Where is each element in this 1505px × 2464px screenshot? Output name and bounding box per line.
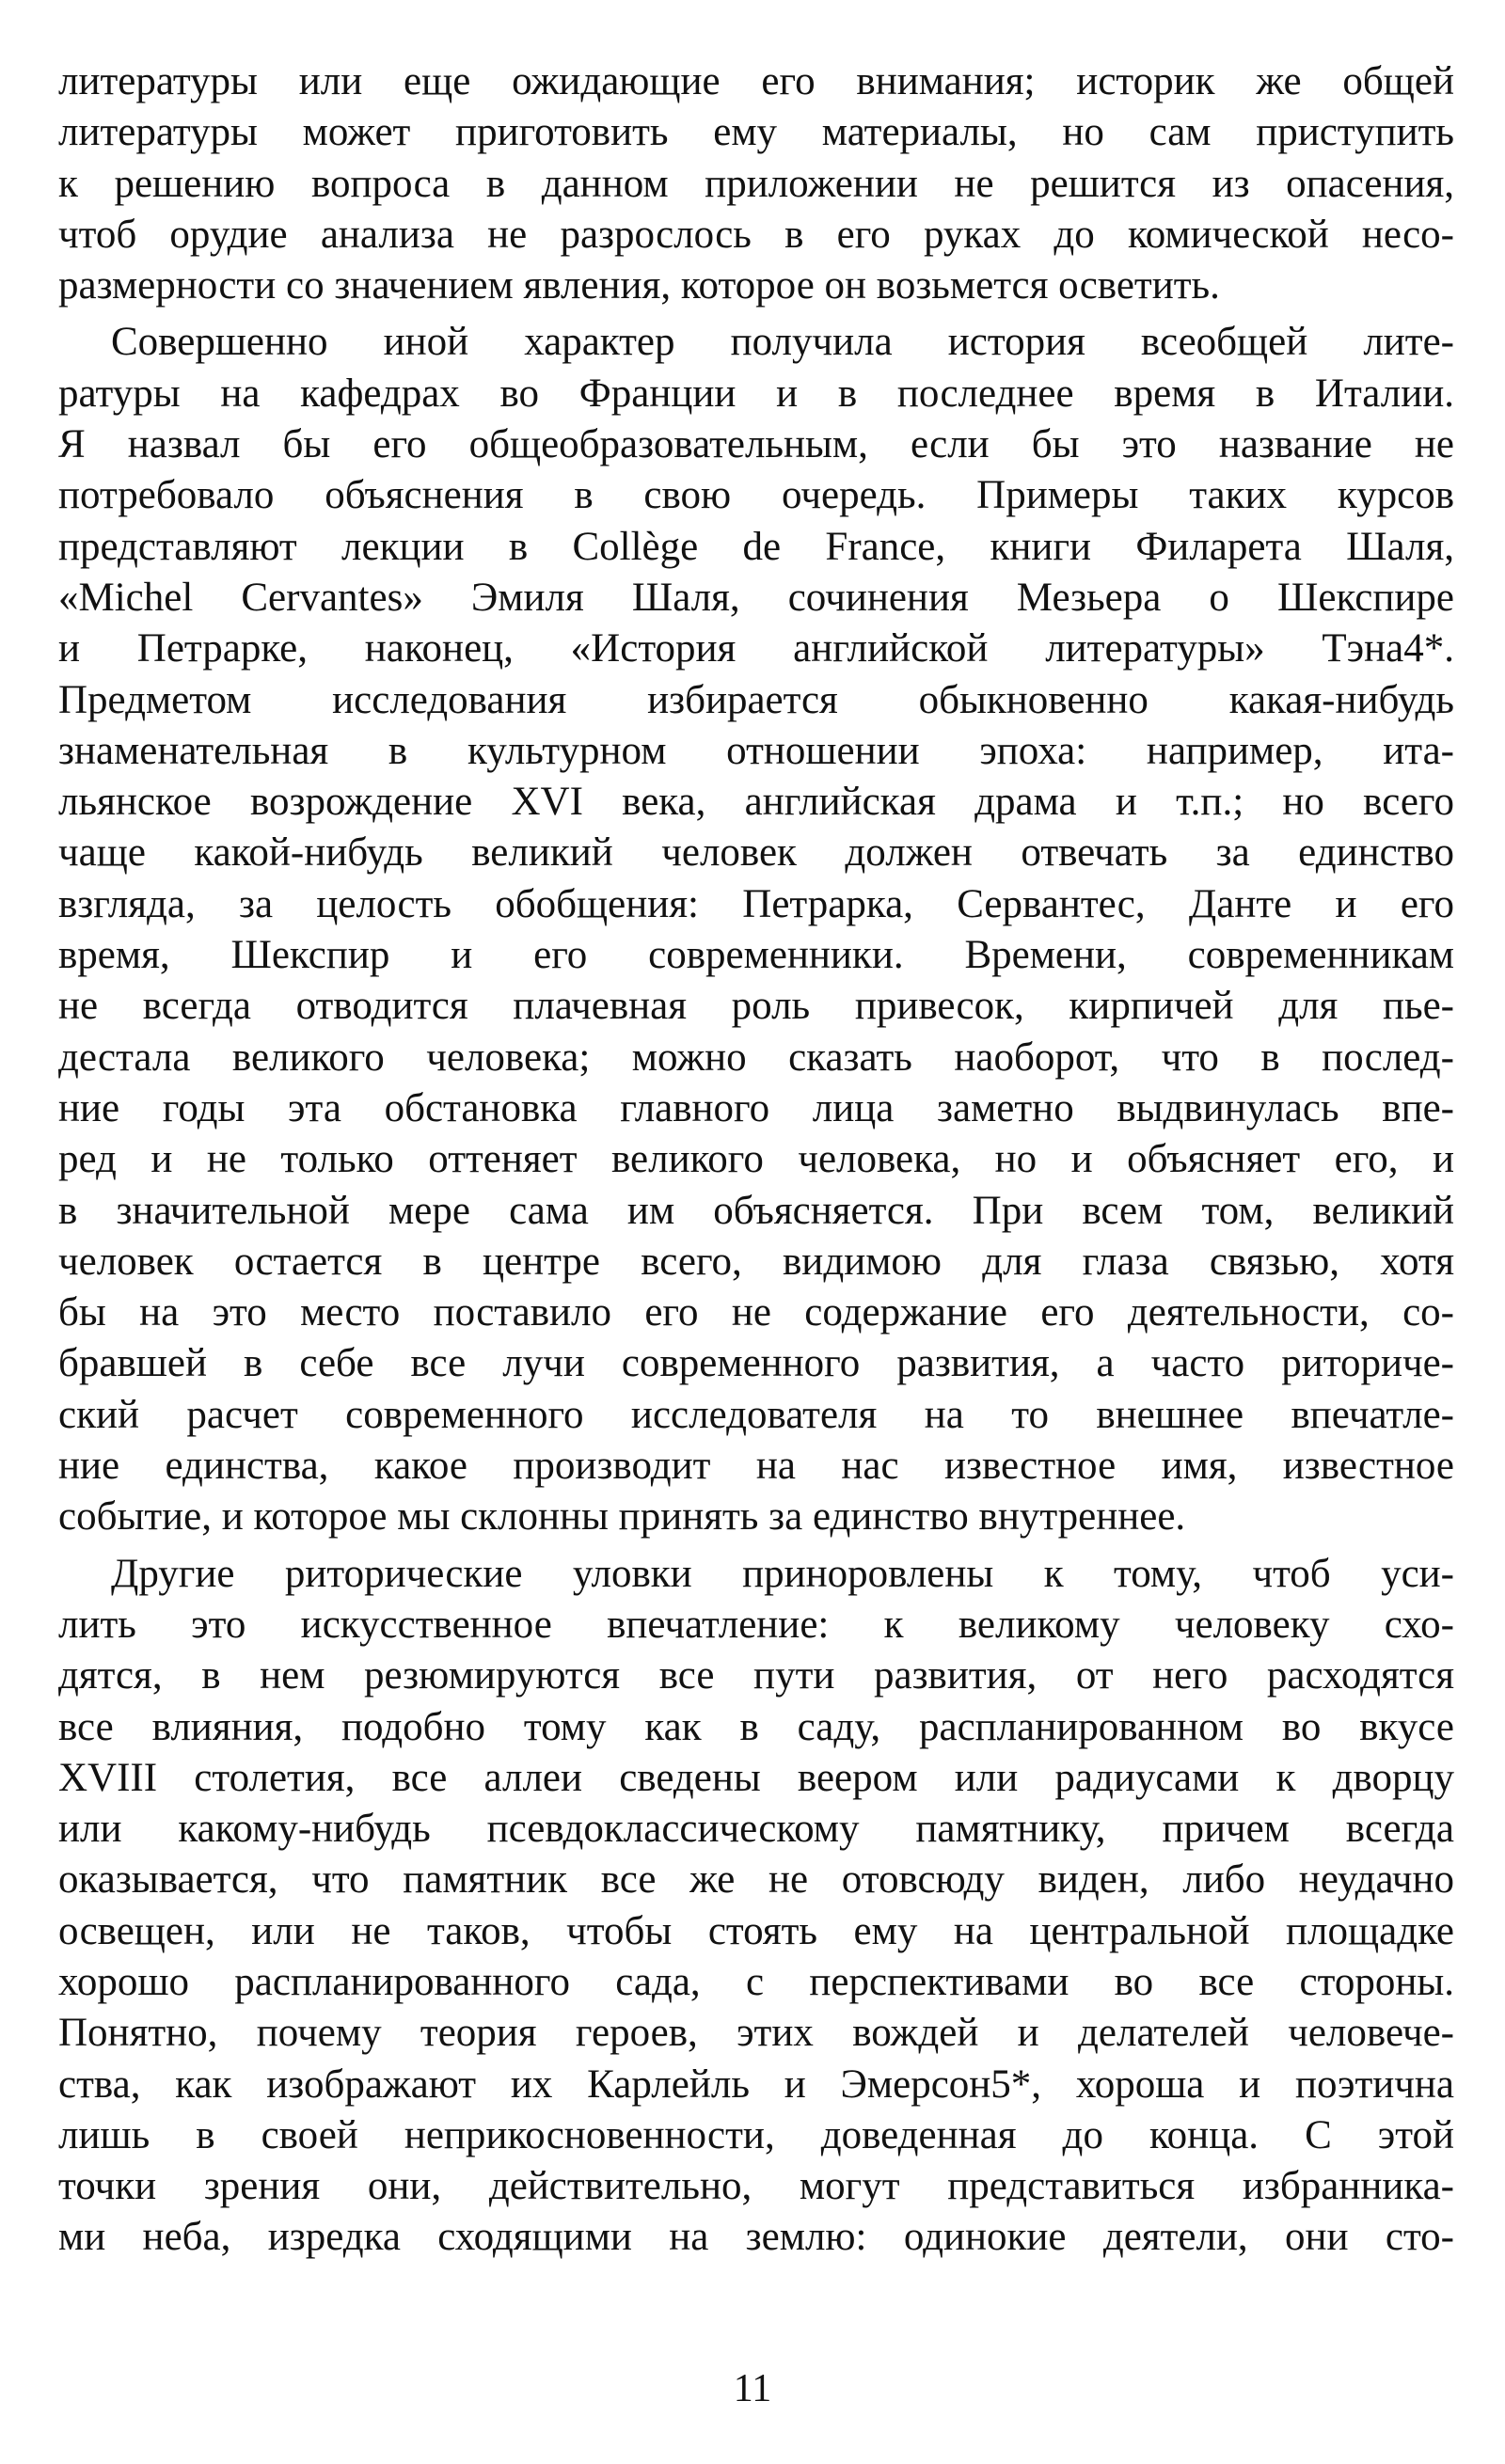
text-line: не всегда отводится плачевная роль привесок, кирпичей для пье-: [58, 984, 1454, 1029]
paragraph-first-line: Другие риторические уловки приноровлены к тому, чтоб уси-: [111, 1551, 1454, 1596]
text-line: Понятно, почему теория героев, этих вождей и делателей человече-: [58, 2011, 1454, 2056]
text-line: и Петрарке, наконец, «История английской литературы» Тэна4*.: [58, 626, 1454, 671]
text-line: лишь в своей неприкосновенности, доведенная до конца. С этой: [58, 2112, 1454, 2157]
text-line: бы на это место поставило его не содержание его деятельности, со-: [58, 1290, 1454, 1335]
text-line: представляют лекции в Collège de France, книги Филарета Шаля,: [58, 524, 1454, 569]
text-line: хорошо распланированного сада, с перспективами во все стороны.: [58, 1959, 1454, 2004]
text-line: XVIII столетия, все аллеи сведены веером или радиусами к дворцу: [58, 1755, 1454, 1800]
text-line: «Michel Cervantes» Эмиля Шаля, сочинения Мезьера о Шекспире: [58, 575, 1454, 620]
page-number: 11: [733, 2367, 772, 2410]
text-line: ние годы эта обстановка главного лица заметно выдвинулась впе-: [58, 1085, 1454, 1130]
text-line: литературы может приготовить ему материалы, но сам приступить: [58, 110, 1454, 155]
text-line: все влияния, подобно тому как в саду, распланированном во вкусе: [58, 1704, 1454, 1749]
text-line: потребовало объяснения в свою очередь. Примеры таких курсов: [58, 473, 1454, 518]
paragraph-first-line: Совершенно иной характер получила история всеобщей лите-: [111, 320, 1454, 365]
text-line: бравшей в себе все лучи современного развития, а часто риториче-: [58, 1341, 1454, 1386]
text-line: время, Шекспир и его современники. Времени, современникам: [58, 933, 1454, 978]
text-line: в значительной мере сама им объясняется. При всем том, великий: [58, 1188, 1454, 1233]
text-line: ский расчет современного исследователя на то внешнее впечатле-: [58, 1392, 1454, 1437]
text-line: размерности со значением явления, которое он возьмется осветить.: [58, 263, 1220, 308]
text-line: литературы или еще ожидающие его внимания; историк же общей: [58, 59, 1454, 103]
text-line: точки зрения они, действительно, могут представиться избранника-: [58, 2164, 1454, 2209]
text-line: оказывается, что памятник все же не отовсюду виден, либо неудачно: [58, 1857, 1454, 1903]
text-line: ред и не только оттеняет великого человека, но и объясняет его, и: [58, 1137, 1454, 1182]
text-line: дестала великого человека; можно сказать наоборот, что в послед-: [58, 1035, 1454, 1080]
text-line: льянское возрождение XVI века, английская драма и т.п.; но всего: [58, 780, 1454, 825]
text-line: лить это искусственное впечатление: к великому человеку схо-: [58, 1602, 1454, 1647]
text-line: освещен, или не таков, чтобы стоять ему на центральной площадке: [58, 1908, 1454, 1953]
text-line: Я назвал бы его общеобразовательным, если бы это название не: [58, 422, 1454, 467]
text-line: чаще какой-нибудь великий человек должен отвечать за единство: [58, 830, 1454, 876]
text-line: человек остается в центре всего, видимою для глаза связью, хотя: [58, 1239, 1454, 1284]
text-line: ства, как изображают их Карлейль и Эмерсон5*, хороша и поэтична: [58, 2061, 1454, 2107]
text-line: чтоб орудие анализа не разрослось в его руках до комической несо-: [58, 212, 1454, 257]
text-line: ми неба, изредка сходящими на землю: одинокие деятели, они сто-: [58, 2215, 1454, 2260]
text-line: или какому-нибудь псевдоклассическому памятнику, причем всегда: [58, 1807, 1454, 1852]
text-line: дятся, в нем резюмируются все пути развития, от него расходятся: [58, 1653, 1454, 1698]
text-line: взгляда, за целость обобщения: Петрарка, Сервантес, Данте и его: [58, 881, 1454, 926]
text-line: ратуры на кафедрах во Франции и в последнее время в Италии.: [58, 371, 1454, 416]
text-line: Предметом исследования избирается обыкновенно какая-нибудь: [58, 677, 1454, 722]
page-text-body: [58, 56, 1454, 2264]
text-line: к решению вопроса в данном приложении не решится из опасения,: [58, 161, 1454, 206]
text-line: событие, и которое мы склонны принять за единство внутреннее.: [58, 1494, 1186, 1540]
text-line: ние единства, какое производит на нас известное имя, известное: [58, 1444, 1454, 1489]
text-line: знаменательная в культурном отношении эпоха: например, ита-: [58, 728, 1454, 773]
